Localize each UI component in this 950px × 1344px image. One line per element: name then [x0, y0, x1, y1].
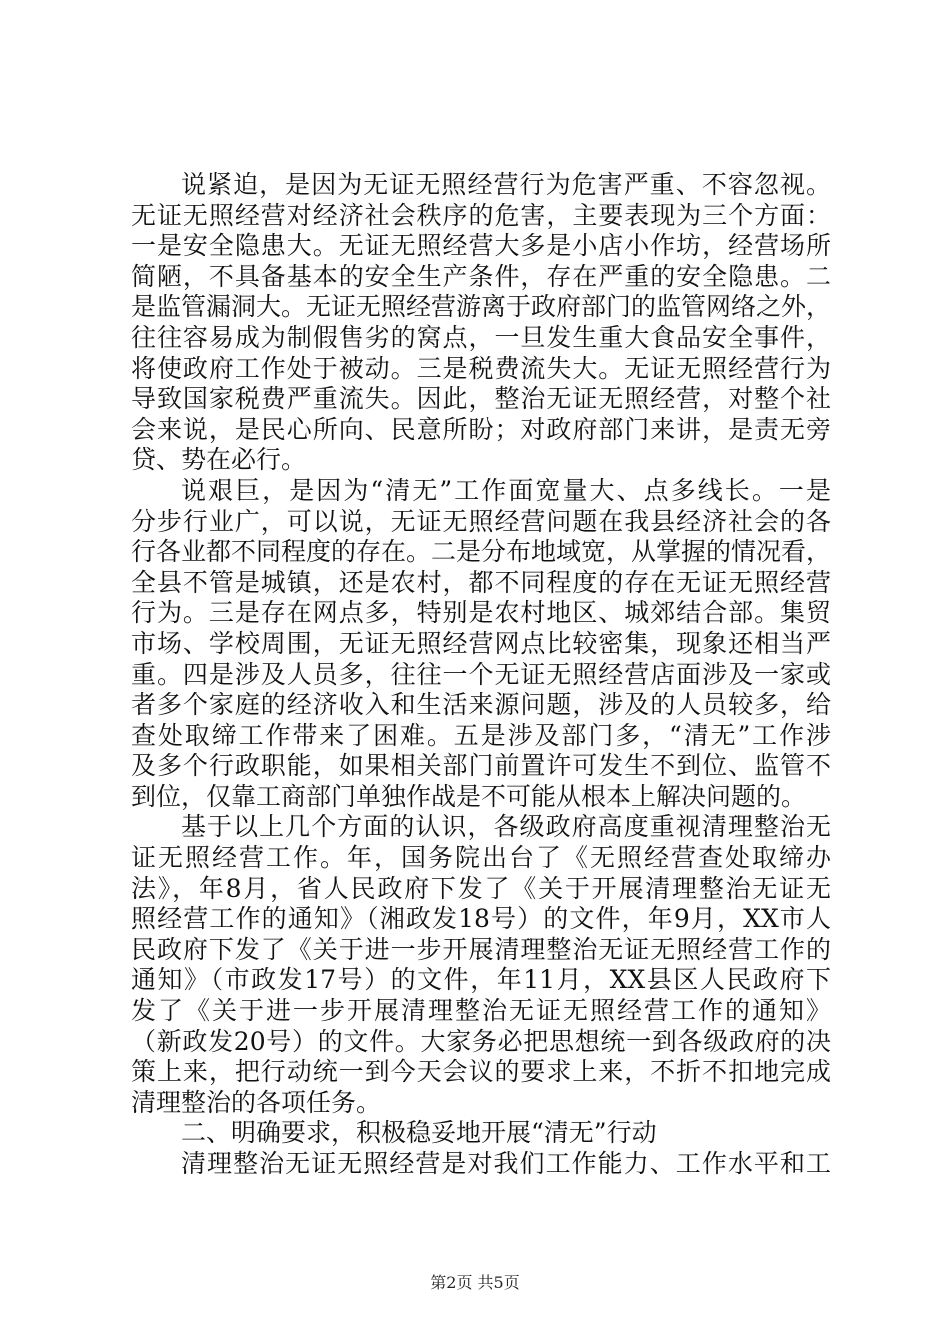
text-line: 及多个行政职能，如果相关部门前置许可发生不到位、监管不	[131, 751, 831, 781]
text-line: 分步行业广，可以说，无证无照经营问题在我县经济社会的各	[131, 506, 831, 536]
text-line: 会来说，是民心所向、民意所盼；对政府部门来讲，是责无旁	[131, 414, 831, 444]
text-line: 行各业都不同程度的存在。二是分布地域宽，从掌握的情况看，	[131, 537, 832, 567]
text-line: 基于以上几个方面的认识，各级政府高度重视清理整治无	[181, 812, 831, 842]
text-line: 说紧迫，是因为无证无照经营行为危害严重、不容忽视。	[181, 170, 831, 199]
text-line: 无证无照经营对经济社会秩序的危害，主要表现为三个方面：	[131, 200, 831, 230]
text-line: 重。四是涉及人员多，往往一个无证无照经营店面涉及一家或	[131, 659, 831, 689]
text-line: 民政府下发了《关于进一步开展清理整治无证无照经营工作的	[131, 934, 831, 964]
text-line: 照经营工作的通知》（湘政发18号）的文件，年9月，XX市人	[131, 904, 831, 934]
page-number-footer: 第2页 共5页	[430, 1273, 520, 1292]
text-line: 清理整治无证无照经营是对我们工作能力、工作水平和工	[181, 1149, 831, 1178]
text-line: 市场、学校周围，无证无照经营网点比较密集，现象还相当严	[131, 628, 831, 658]
text-line: 策上来，把行动统一到今天会议的要求上来，不折不扣地完成	[131, 1057, 831, 1087]
text-line: 贷、势在必行。	[131, 445, 307, 475]
document-body	[131, 170, 831, 1180]
text-line: 发了《关于进一步开展清理整治无证无照经营工作的通知》	[131, 996, 831, 1026]
text-line: 通知》（市政发17号）的文件，年11月，XX县区人民政府下	[131, 965, 831, 995]
text-line: 是监管漏洞大。无证无照经营游离于政府部门的监管网络之外，	[131, 292, 832, 322]
text-line: 导致国家税费严重流失。因此，整治无证无照经营，对整个社	[131, 384, 831, 414]
text-line: 法》，年8月，省人民政府下发了《关于开展清理整治无证无	[131, 873, 831, 903]
text-line: 证无照经营工作。年，国务院出台了《无照经营查处取缔办	[131, 843, 831, 873]
text-line: 查处取缔工作带来了困难。五是涉及部门多，“清无”工作涉	[131, 720, 831, 750]
text-line: 行为。三是存在网点多，特别是农村地区、城郊结合部。集贸	[131, 598, 831, 628]
text-line: 二、明确要求，积极稳妥地开展“清无”行动	[181, 1118, 657, 1148]
text-line: （新政发20号）的文件。大家务必把思想统一到各级政府的决	[131, 1026, 831, 1056]
text-line: 说艰巨，是因为“清无”工作面宽量大、点多线长。一是	[181, 475, 831, 505]
text-line: 往往容易成为制假售劣的窝点，一旦发生重大食品安全事件，	[131, 322, 831, 352]
text-line: 者多个家庭的经济收入和生活来源问题，涉及的人员较多，给	[131, 690, 831, 720]
text-line: 全县不管是城镇，还是农村，都不同程度的存在无证无照经营	[131, 567, 831, 597]
text-line: 清理整治的各项任务。	[131, 1087, 382, 1117]
text-line: 将使政府工作处于被动。三是税费流失大。无证无照经营行为	[131, 353, 831, 383]
text-line: 简陋，不具备基本的安全生产条件，存在严重的安全隐患。二	[131, 261, 831, 291]
text-line: 一是安全隐患大。无证无照经营大多是小店小作坊，经营场所	[131, 231, 831, 261]
text-line: 到位，仅靠工商部门单独作战是不可能从根本上解决问题的。	[131, 781, 807, 811]
